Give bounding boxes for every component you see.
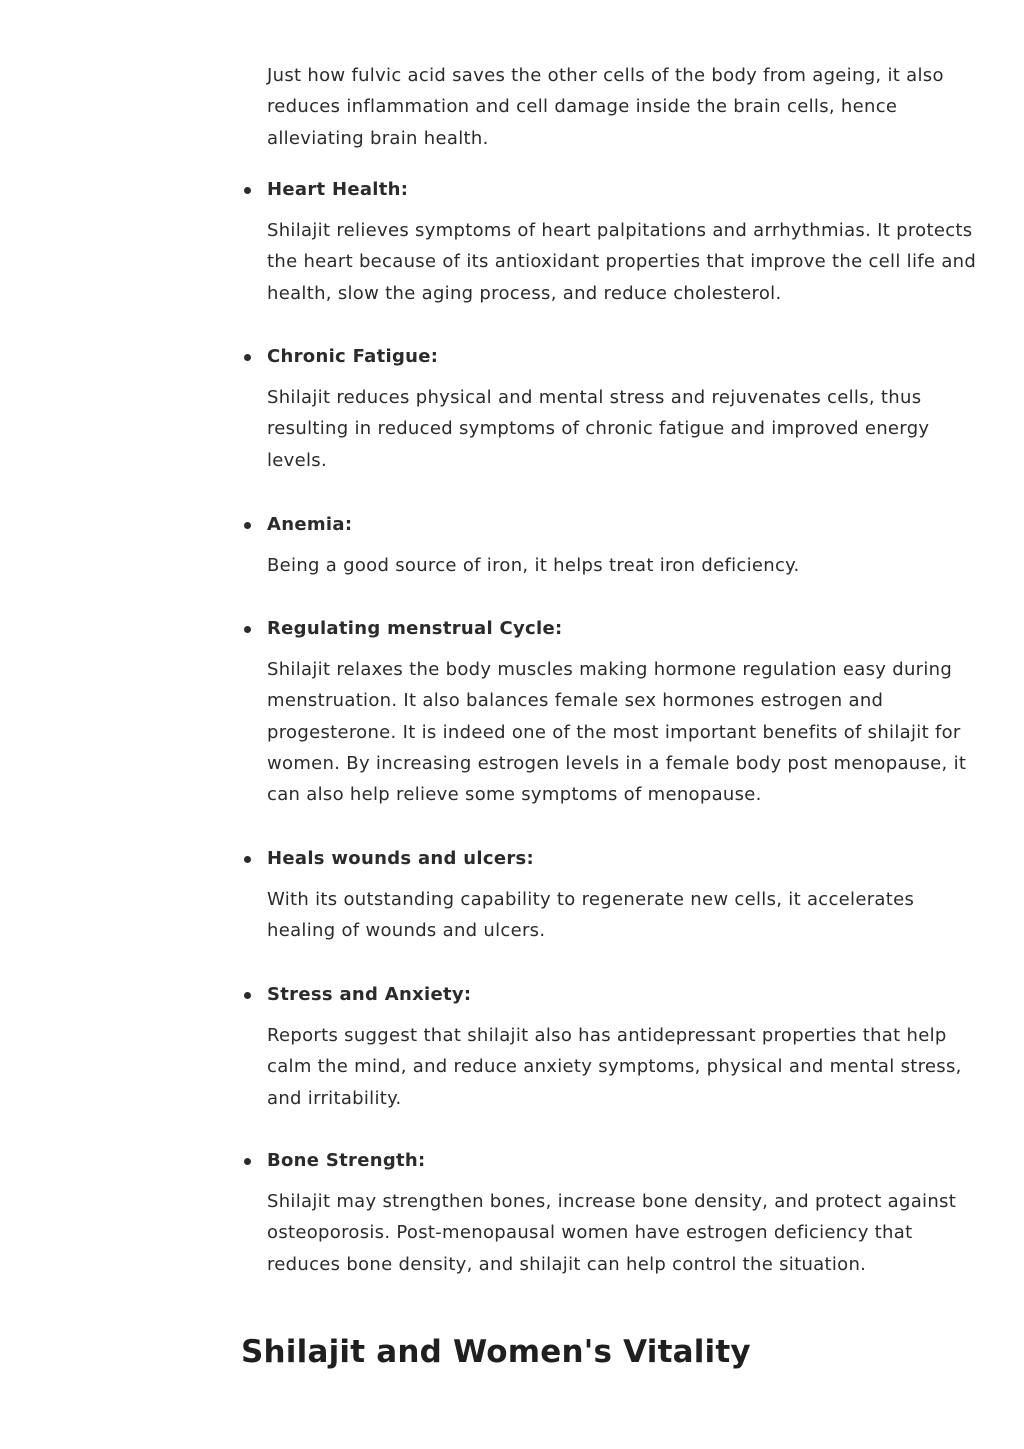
benefit-text: Shilajit relieves symptoms of heart palpitations and arrhythmias. It protects the heart because of its antioxidant properties that improve the cell life and health, slow the aging process, and reduce cholesterol. bbox=[267, 220, 977, 304]
section-heading: Shilajit and Women's Vitality bbox=[241, 1334, 751, 1370]
benefit-text: Reports suggest that shilajit also has antidepressant properties that help calm the mind, and reduce anxiety symptoms, physical and mental stress, and irritability. bbox=[267, 1025, 962, 1109]
benefit-heading: Chronic Fatigue: bbox=[267, 346, 439, 367]
benefit-heading: Heals wounds and ulcers: bbox=[267, 848, 535, 869]
benefit-heading: Anemia: bbox=[267, 514, 353, 535]
benefit-text: Being a good source of iron, it helps treat iron deficiency. bbox=[267, 555, 800, 576]
bullet-icon bbox=[244, 992, 251, 999]
bullet-icon bbox=[244, 354, 251, 361]
bullet-icon bbox=[244, 1158, 251, 1165]
benefit-heading: Stress and Anxiety: bbox=[267, 984, 472, 1005]
bullet-icon bbox=[244, 856, 251, 863]
intro-paragraph: Just how fulvic acid saves the other cells of the body from ageing, it also reduces inflammation and cell damage inside the brain cells, hence alleviating brain health. bbox=[267, 65, 944, 149]
benefit-text: Shilajit relaxes the body muscles making hormone regulation easy during menstruation. It also balances female sex hormones estrogen and progesterone. It is indeed one of the most important benefits of shilajit for women. By increasing estrogen levels in a female body post menopause, it can also help relieve some symptoms of menopause. bbox=[267, 659, 967, 806]
benefit-heading: Regulating menstrual Cycle: bbox=[267, 618, 563, 639]
benefit-text: Shilajit reduces physical and mental stress and rejuvenates cells, thus resulting in reduced symptoms of chronic fatigue and improved energy levels. bbox=[267, 387, 930, 471]
benefit-text: With its outstanding capability to regenerate new cells, it accelerates healing of wounds and ulcers. bbox=[267, 889, 915, 942]
bullet-icon bbox=[244, 522, 251, 529]
benefit-heading: Heart Health: bbox=[267, 179, 409, 200]
benefit-text: Shilajit may strengthen bones, increase bone density, and protect against osteoporosis. Post-menopausal women have estrogen deficiency that reduces bone density, and shilajit can help control the situation. bbox=[267, 1191, 957, 1275]
bullet-icon bbox=[244, 187, 251, 194]
benefit-heading: Bone Strength: bbox=[267, 1150, 426, 1171]
bullet-icon bbox=[244, 626, 251, 633]
